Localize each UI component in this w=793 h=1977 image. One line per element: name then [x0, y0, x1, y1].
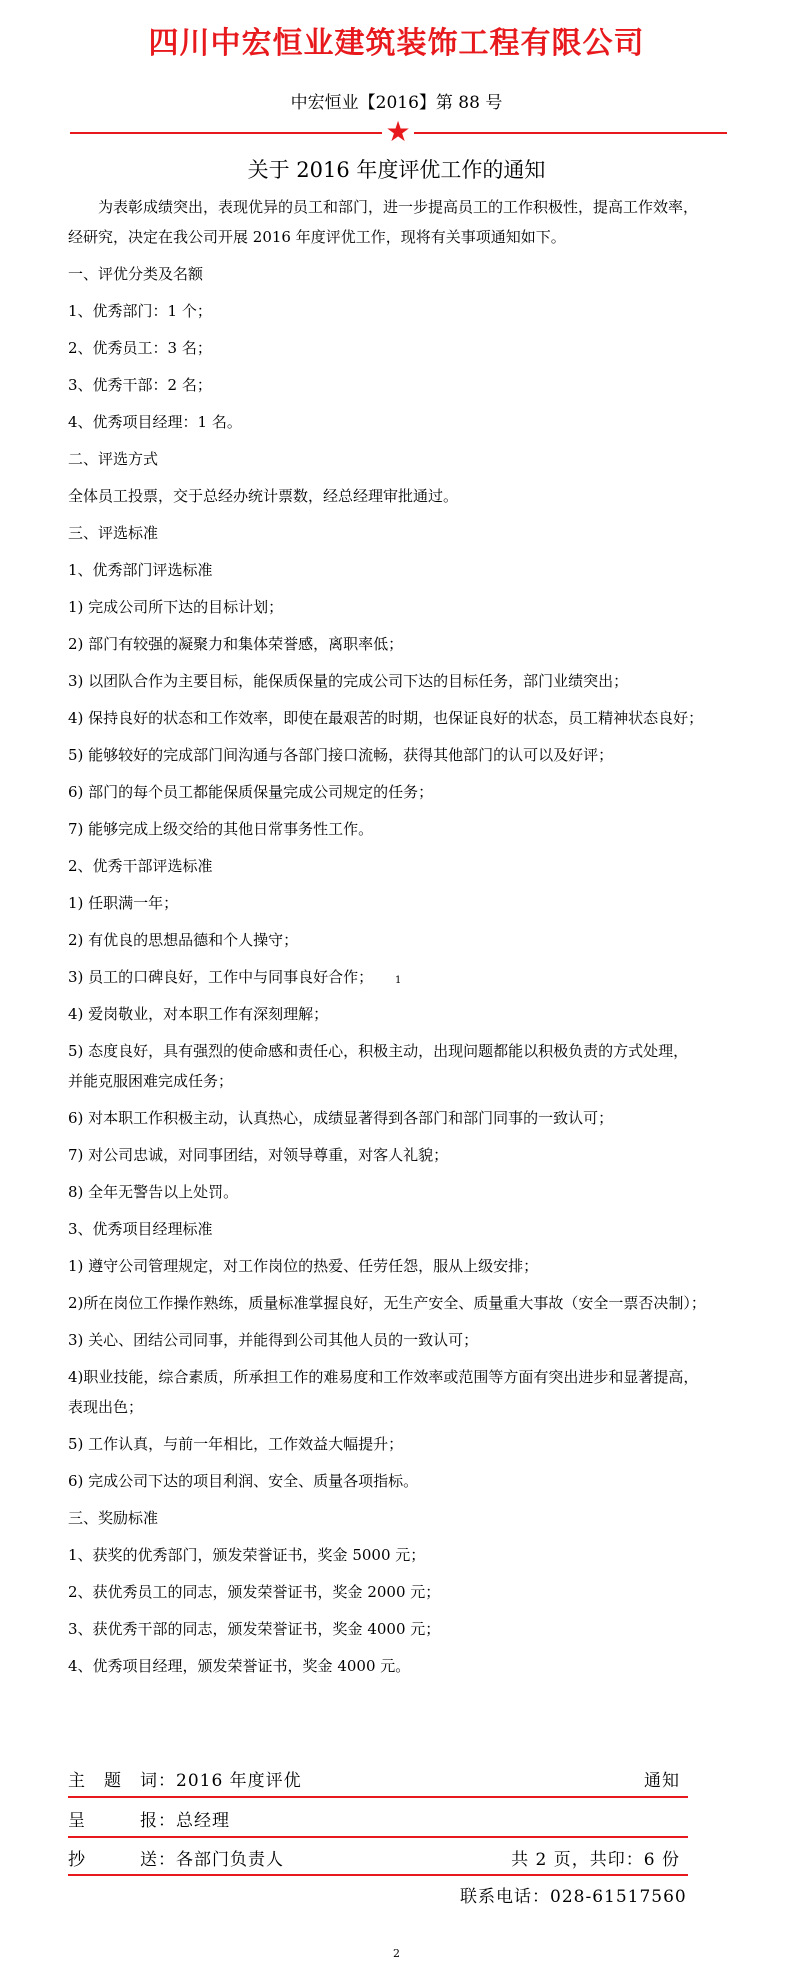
pages-info: 共 2 页，共印：6 份 — [511, 1850, 680, 1870]
list-item: 4) 保持良好的状态和工作效率，即使在最艰苦的时期，也保证良好的状态，员工精神状态良好； — [68, 709, 704, 727]
section-heading: 二、评选方式 — [68, 450, 159, 468]
list-item: 3、获优秀干部的同志，颁发荣誉证书，奖金 4000 元； — [68, 1620, 441, 1638]
paragraph-line: 为表彰成绩突出，表现优异的员工和部门，进一步提高员工的工作积极性，提高工作效率， — [68, 198, 699, 216]
document-number: 中宏恒业【2016】第 88 号 — [290, 93, 503, 113]
list-item: 2) 部门有较强的凝聚力和集体荣誉感，离职率低； — [68, 635, 404, 653]
page-number: 2 — [393, 1947, 400, 1960]
section-heading: 三、奖励标准 — [68, 1509, 159, 1527]
list-item: 4、优秀项目经理：1 名。 — [68, 413, 242, 431]
report-row — [68, 1806, 688, 1831]
list-item: 6) 部门的每个员工都能保质保量完成公司规定的任务； — [68, 783, 434, 801]
copy-row — [68, 1845, 688, 1870]
list-item: 2) 有优良的思想品德和个人操守； — [68, 931, 299, 949]
subject-label: 主 题 词： — [68, 1771, 176, 1791]
list-item-continuation: 表现出色； — [68, 1398, 144, 1416]
list-item: 1) 遵守公司管理规定，对工作岗位的热爱、任劳任怨，服从上级安排； — [68, 1257, 539, 1275]
list-item: 1、获奖的优秀部门，颁发荣誉证书，奖金 5000 元； — [68, 1546, 426, 1564]
contact-phone: 联系电话：028-61517560 — [460, 1887, 687, 1907]
star-icon: ★ — [385, 115, 411, 148]
company-name: 四川中宏恒业建筑装饰工程有限公司 — [148, 26, 645, 61]
paragraph-line: 经研究，决定在我公司开展 2016 年度评优工作，现将有关事项通知如下。 — [68, 228, 566, 246]
subject-value: 2016 年度评优 — [176, 1771, 302, 1791]
copy-value: 各部门负责人 — [176, 1850, 284, 1870]
list-item: 4) 爱岗敬业，对本职工作有深刻理解； — [68, 1005, 329, 1023]
subsection-heading: 3、优秀项目经理标准 — [68, 1220, 213, 1238]
list-item: 7) 能够完成上级交给的其他日常事务性工作。 — [68, 820, 374, 838]
footnote-mark: 1 — [395, 975, 402, 986]
footer-rule — [68, 1874, 688, 1876]
list-item: 1) 完成公司所下达的目标计划； — [68, 598, 284, 616]
list-item: 3) 员工的口碑良好，工作中与同事良好合作； — [68, 968, 374, 986]
list-item: 5) 态度良好，具有强烈的使命感和责任心，积极主动，出现问题都能以积极负责的方式处理， — [68, 1042, 689, 1060]
list-item-continuation: 并能克服困难完成任务； — [68, 1072, 234, 1090]
paragraph-line: 全体员工投票，交于总经办统计票数，经总经理审批通过。 — [68, 487, 459, 505]
list-item: 1) 任职满一年； — [68, 894, 179, 912]
list-item: 3、优秀干部：2 名； — [68, 376, 212, 394]
report-value: 总经理 — [176, 1811, 230, 1831]
list-item: 8) 全年无警告以上处罚。 — [68, 1183, 239, 1201]
subsection-heading: 1、优秀部门评选标准 — [68, 561, 213, 579]
section-heading: 一、评优分类及名额 — [68, 265, 204, 283]
header-rule-left — [70, 132, 382, 134]
list-item: 2)所在岗位工作操作熟练，质量标准掌握良好，无生产安全、质量重大事故（安全一票否决制）； — [68, 1294, 706, 1312]
copy-label: 抄 送： — [68, 1850, 176, 1870]
list-item: 7) 对公司忠诚，对同事团结，对领导尊重，对客人礼貌； — [68, 1146, 449, 1164]
subject-row — [68, 1766, 688, 1791]
list-item: 4、优秀项目经理，颁发荣誉证书，奖金 4000 元。 — [68, 1657, 411, 1675]
list-item: 5) 工作认真，与前一年相比，工作效益大幅提升； — [68, 1435, 404, 1453]
list-item: 1、优秀部门：1 个； — [68, 302, 212, 320]
header-rule-right — [414, 132, 727, 134]
subsection-heading: 2、优秀干部评选标准 — [68, 857, 213, 875]
footer-rule — [68, 1836, 688, 1838]
report-label: 呈 报： — [68, 1811, 176, 1831]
footer-rule — [68, 1796, 688, 1798]
list-item: 6) 对本职工作积极主动，认真热心，成绩显著得到各部门和部门同事的一致认可； — [68, 1109, 614, 1127]
list-item: 5) 能够较好的完成部门间沟通与各部门接口流畅，获得其他部门的认可以及好评； — [68, 746, 614, 764]
list-item: 2、获优秀员工的同志，颁发荣誉证书，奖金 2000 元； — [68, 1583, 441, 1601]
subject-type: 通知 — [644, 1771, 680, 1791]
list-item: 4)职业技能，综合素质，所承担工作的难易度和工作效率或范围等方面有突出进步和显著提高， — [68, 1368, 699, 1386]
section-heading: 三、评选标准 — [68, 524, 159, 542]
list-item: 3) 关心、团结公司同事，并能得到公司其他人员的一致认可； — [68, 1331, 479, 1349]
notice-title: 关于 2016 年度评优工作的通知 — [247, 158, 546, 182]
list-item: 6) 完成公司下达的项目利润、安全、质量各项指标。 — [68, 1472, 419, 1490]
list-item: 3) 以团队合作为主要目标，能保质保量的完成公司下达的目标任务，部门业绩突出； — [68, 672, 629, 690]
list-item: 2、优秀员工：3 名； — [68, 339, 212, 357]
